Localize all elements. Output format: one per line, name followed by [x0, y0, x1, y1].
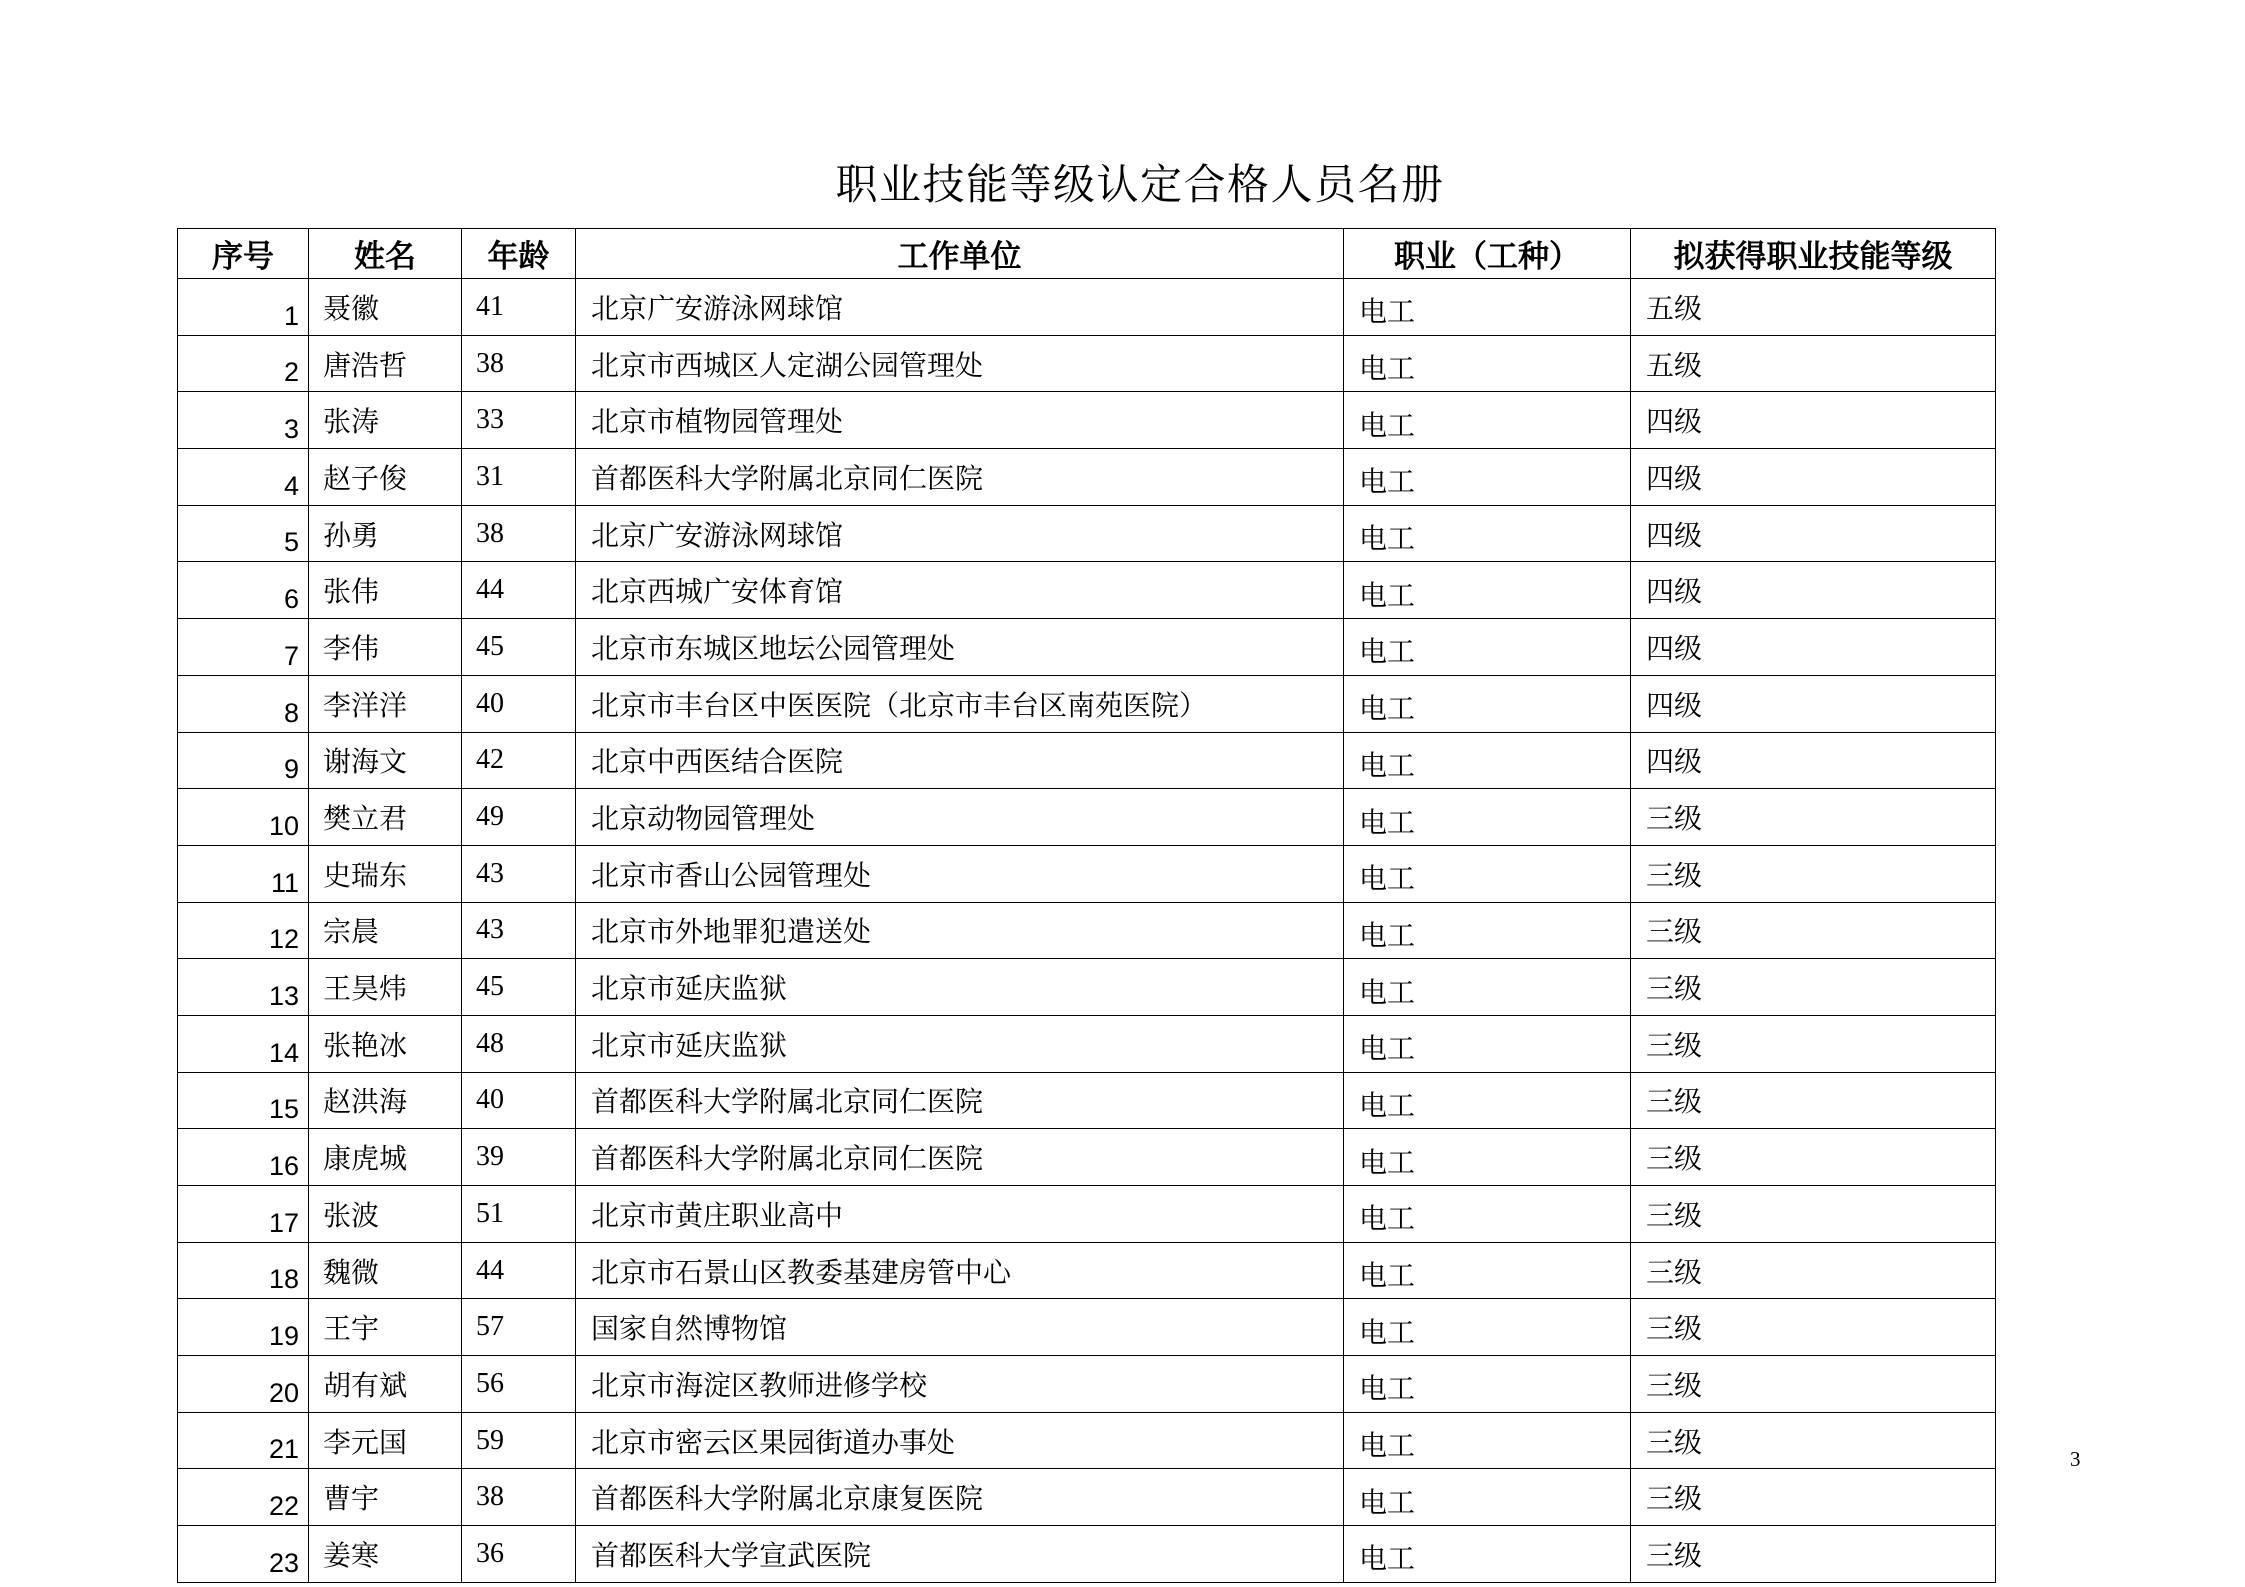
skill-level-cell: 三级 — [1631, 1469, 1996, 1526]
header-name: 姓名 — [309, 229, 462, 279]
occupation-cell: 电工 — [1344, 959, 1631, 1016]
seq-cell: 13 — [178, 959, 309, 1016]
name-cell: 赵子俊 — [309, 449, 462, 506]
table-body — [178, 279, 1996, 1583]
table-row — [178, 1526, 1996, 1583]
seq-cell: 7 — [178, 619, 309, 676]
skill-level-cell: 四级 — [1631, 619, 1996, 676]
work-unit-cell: 首都医科大学附属北京康复医院 — [576, 1469, 1344, 1526]
occupation-cell: 电工 — [1344, 335, 1631, 392]
skill-level-cell: 四级 — [1631, 392, 1996, 449]
name-cell: 谢海文 — [309, 732, 462, 789]
work-unit-cell: 国家自然博物馆 — [576, 1299, 1344, 1356]
table-row — [178, 1356, 1996, 1413]
table-row — [178, 1412, 1996, 1469]
work-unit-cell: 北京市黄庄职业高中 — [576, 1186, 1344, 1243]
skill-level-cell: 三级 — [1631, 1186, 1996, 1243]
age-cell: 44 — [462, 1242, 576, 1299]
name-cell: 康虎城 — [309, 1129, 462, 1186]
occupation-cell: 电工 — [1344, 789, 1631, 846]
occupation-cell: 电工 — [1344, 449, 1631, 506]
name-cell: 张波 — [309, 1186, 462, 1243]
work-unit-cell: 北京市石景山区教委基建房管中心 — [576, 1242, 1344, 1299]
seq-cell: 14 — [178, 1015, 309, 1072]
work-unit-cell: 北京中西医结合医院 — [576, 732, 1344, 789]
age-cell: 38 — [462, 505, 576, 562]
name-cell: 王昊炜 — [309, 959, 462, 1016]
skill-level-cell: 四级 — [1631, 732, 1996, 789]
seq-cell: 16 — [178, 1129, 309, 1186]
skill-level-cell: 三级 — [1631, 1072, 1996, 1129]
skill-level-cell: 三级 — [1631, 1242, 1996, 1299]
age-cell: 36 — [462, 1526, 576, 1583]
seq-cell: 5 — [178, 505, 309, 562]
table-row — [178, 1186, 1996, 1243]
qualified-personnel-table — [177, 228, 1996, 1583]
age-cell: 44 — [462, 562, 576, 619]
seq-cell: 23 — [178, 1526, 309, 1583]
table-row — [178, 732, 1996, 789]
header-age: 年龄 — [462, 229, 576, 279]
work-unit-cell: 北京市密云区果园街道办事处 — [576, 1412, 1344, 1469]
work-unit-cell: 首都医科大学附属北京同仁医院 — [576, 449, 1344, 506]
seq-cell: 3 — [178, 392, 309, 449]
header-seq: 序号 — [178, 229, 309, 279]
occupation-cell: 电工 — [1344, 1242, 1631, 1299]
table-row — [178, 1242, 1996, 1299]
work-unit-cell: 首都医科大学附属北京同仁医院 — [576, 1129, 1344, 1186]
seq-cell: 17 — [178, 1186, 309, 1243]
skill-level-cell: 三级 — [1631, 1412, 1996, 1469]
skill-level-cell: 三级 — [1631, 845, 1996, 902]
name-cell: 李元国 — [309, 1412, 462, 1469]
age-cell: 40 — [462, 1072, 576, 1129]
age-cell: 45 — [462, 619, 576, 676]
name-cell: 孙勇 — [309, 505, 462, 562]
age-cell: 38 — [462, 335, 576, 392]
name-cell: 张伟 — [309, 562, 462, 619]
header-occupation: 职业（工种） — [1344, 229, 1631, 279]
skill-level-cell: 三级 — [1631, 959, 1996, 1016]
work-unit-cell: 首都医科大学宣武医院 — [576, 1526, 1344, 1583]
skill-level-cell: 三级 — [1631, 1356, 1996, 1413]
header-row — [178, 229, 1996, 279]
name-cell: 王宇 — [309, 1299, 462, 1356]
work-unit-cell: 北京市延庆监狱 — [576, 959, 1344, 1016]
name-cell: 张艳冰 — [309, 1015, 462, 1072]
age-cell: 31 — [462, 449, 576, 506]
age-cell: 48 — [462, 1015, 576, 1072]
table-row — [178, 335, 1996, 392]
seq-cell: 19 — [178, 1299, 309, 1356]
occupation-cell: 电工 — [1344, 279, 1631, 336]
skill-level-cell: 五级 — [1631, 335, 1996, 392]
table-row — [178, 675, 1996, 732]
table-header — [178, 229, 1996, 279]
age-cell: 43 — [462, 845, 576, 902]
name-cell: 张涛 — [309, 392, 462, 449]
table-row — [178, 1015, 1996, 1072]
table-row — [178, 279, 1996, 336]
seq-cell: 10 — [178, 789, 309, 846]
seq-cell: 2 — [178, 335, 309, 392]
skill-level-cell: 三级 — [1631, 1129, 1996, 1186]
work-unit-cell: 北京市香山公园管理处 — [576, 845, 1344, 902]
skill-level-cell: 三级 — [1631, 902, 1996, 959]
document-title: 职业技能等级认定合格人员名册 — [835, 163, 1445, 209]
skill-level-cell: 三级 — [1631, 1015, 1996, 1072]
age-cell: 59 — [462, 1412, 576, 1469]
work-unit-cell: 北京市延庆监狱 — [576, 1015, 1344, 1072]
occupation-cell: 电工 — [1344, 505, 1631, 562]
seq-cell: 22 — [178, 1469, 309, 1526]
occupation-cell: 电工 — [1344, 1015, 1631, 1072]
occupation-cell: 电工 — [1344, 619, 1631, 676]
work-unit-cell: 北京广安游泳网球馆 — [576, 279, 1344, 336]
skill-level-cell: 三级 — [1631, 1299, 1996, 1356]
table-row — [178, 789, 1996, 846]
age-cell: 45 — [462, 959, 576, 1016]
seq-cell: 9 — [178, 732, 309, 789]
seq-cell: 8 — [178, 675, 309, 732]
seq-cell: 6 — [178, 562, 309, 619]
occupation-cell: 电工 — [1344, 1469, 1631, 1526]
table-row — [178, 1072, 1996, 1129]
work-unit-cell: 北京动物园管理处 — [576, 789, 1344, 846]
name-cell: 赵洪海 — [309, 1072, 462, 1129]
occupation-cell: 电工 — [1344, 845, 1631, 902]
occupation-cell: 电工 — [1344, 1299, 1631, 1356]
name-cell: 史瑞东 — [309, 845, 462, 902]
skill-level-cell: 五级 — [1631, 279, 1996, 336]
table-row — [178, 845, 1996, 902]
seq-cell: 21 — [178, 1412, 309, 1469]
table-row — [178, 392, 1996, 449]
header-work-unit: 工作单位 — [576, 229, 1344, 279]
occupation-cell: 电工 — [1344, 675, 1631, 732]
seq-cell: 18 — [178, 1242, 309, 1299]
occupation-cell: 电工 — [1344, 562, 1631, 619]
table-row — [178, 449, 1996, 506]
age-cell: 33 — [462, 392, 576, 449]
age-cell: 40 — [462, 675, 576, 732]
occupation-cell: 电工 — [1344, 1526, 1631, 1583]
seq-cell: 11 — [178, 845, 309, 902]
work-unit-cell: 北京西城广安体育馆 — [576, 562, 1344, 619]
occupation-cell: 电工 — [1344, 902, 1631, 959]
work-unit-cell: 首都医科大学附属北京同仁医院 — [576, 1072, 1344, 1129]
seq-cell: 12 — [178, 902, 309, 959]
skill-level-cell: 四级 — [1631, 562, 1996, 619]
table-row — [178, 619, 1996, 676]
skill-level-cell: 三级 — [1631, 789, 1996, 846]
table-row — [178, 902, 1996, 959]
table-row — [178, 1299, 1996, 1356]
name-cell: 曹宇 — [309, 1469, 462, 1526]
age-cell: 38 — [462, 1469, 576, 1526]
name-cell: 李伟 — [309, 619, 462, 676]
age-cell: 49 — [462, 789, 576, 846]
table-row — [178, 1129, 1996, 1186]
age-cell: 41 — [462, 279, 576, 336]
seq-cell: 20 — [178, 1356, 309, 1413]
age-cell: 42 — [462, 732, 576, 789]
table-row — [178, 959, 1996, 1016]
seq-cell: 1 — [178, 279, 309, 336]
name-cell: 胡有斌 — [309, 1356, 462, 1413]
occupation-cell: 电工 — [1344, 1186, 1631, 1243]
age-cell: 43 — [462, 902, 576, 959]
table-row — [178, 1469, 1996, 1526]
work-unit-cell: 北京市外地罪犯遣送处 — [576, 902, 1344, 959]
skill-level-cell: 四级 — [1631, 505, 1996, 562]
occupation-cell: 电工 — [1344, 1356, 1631, 1413]
skill-level-cell: 四级 — [1631, 675, 1996, 732]
occupation-cell: 电工 — [1344, 732, 1631, 789]
page-number: 3 — [2070, 1447, 2081, 1471]
age-cell: 57 — [462, 1299, 576, 1356]
work-unit-cell: 北京市西城区人定湖公园管理处 — [576, 335, 1344, 392]
name-cell: 李洋洋 — [309, 675, 462, 732]
seq-cell: 15 — [178, 1072, 309, 1129]
work-unit-cell: 北京市植物园管理处 — [576, 392, 1344, 449]
name-cell: 宗晨 — [309, 902, 462, 959]
occupation-cell: 电工 — [1344, 1072, 1631, 1129]
name-cell: 姜寒 — [309, 1526, 462, 1583]
table-row — [178, 562, 1996, 619]
occupation-cell: 电工 — [1344, 392, 1631, 449]
seq-cell: 4 — [178, 449, 309, 506]
occupation-cell: 电工 — [1344, 1412, 1631, 1469]
work-unit-cell: 北京市海淀区教师进修学校 — [576, 1356, 1344, 1413]
work-unit-cell: 北京广安游泳网球馆 — [576, 505, 1344, 562]
name-cell: 魏微 — [309, 1242, 462, 1299]
work-unit-cell: 北京市东城区地坛公园管理处 — [576, 619, 1344, 676]
work-unit-cell: 北京市丰台区中医医院（北京市丰台区南苑医院） — [576, 675, 1344, 732]
age-cell: 56 — [462, 1356, 576, 1413]
skill-level-cell: 三级 — [1631, 1526, 1996, 1583]
header-skill-level: 拟获得职业技能等级 — [1631, 229, 1996, 279]
age-cell: 39 — [462, 1129, 576, 1186]
occupation-cell: 电工 — [1344, 1129, 1631, 1186]
table-row — [178, 505, 1996, 562]
name-cell: 唐浩哲 — [309, 335, 462, 392]
age-cell: 51 — [462, 1186, 576, 1243]
name-cell: 聂徽 — [309, 279, 462, 336]
skill-level-cell: 四级 — [1631, 449, 1996, 506]
name-cell: 樊立君 — [309, 789, 462, 846]
